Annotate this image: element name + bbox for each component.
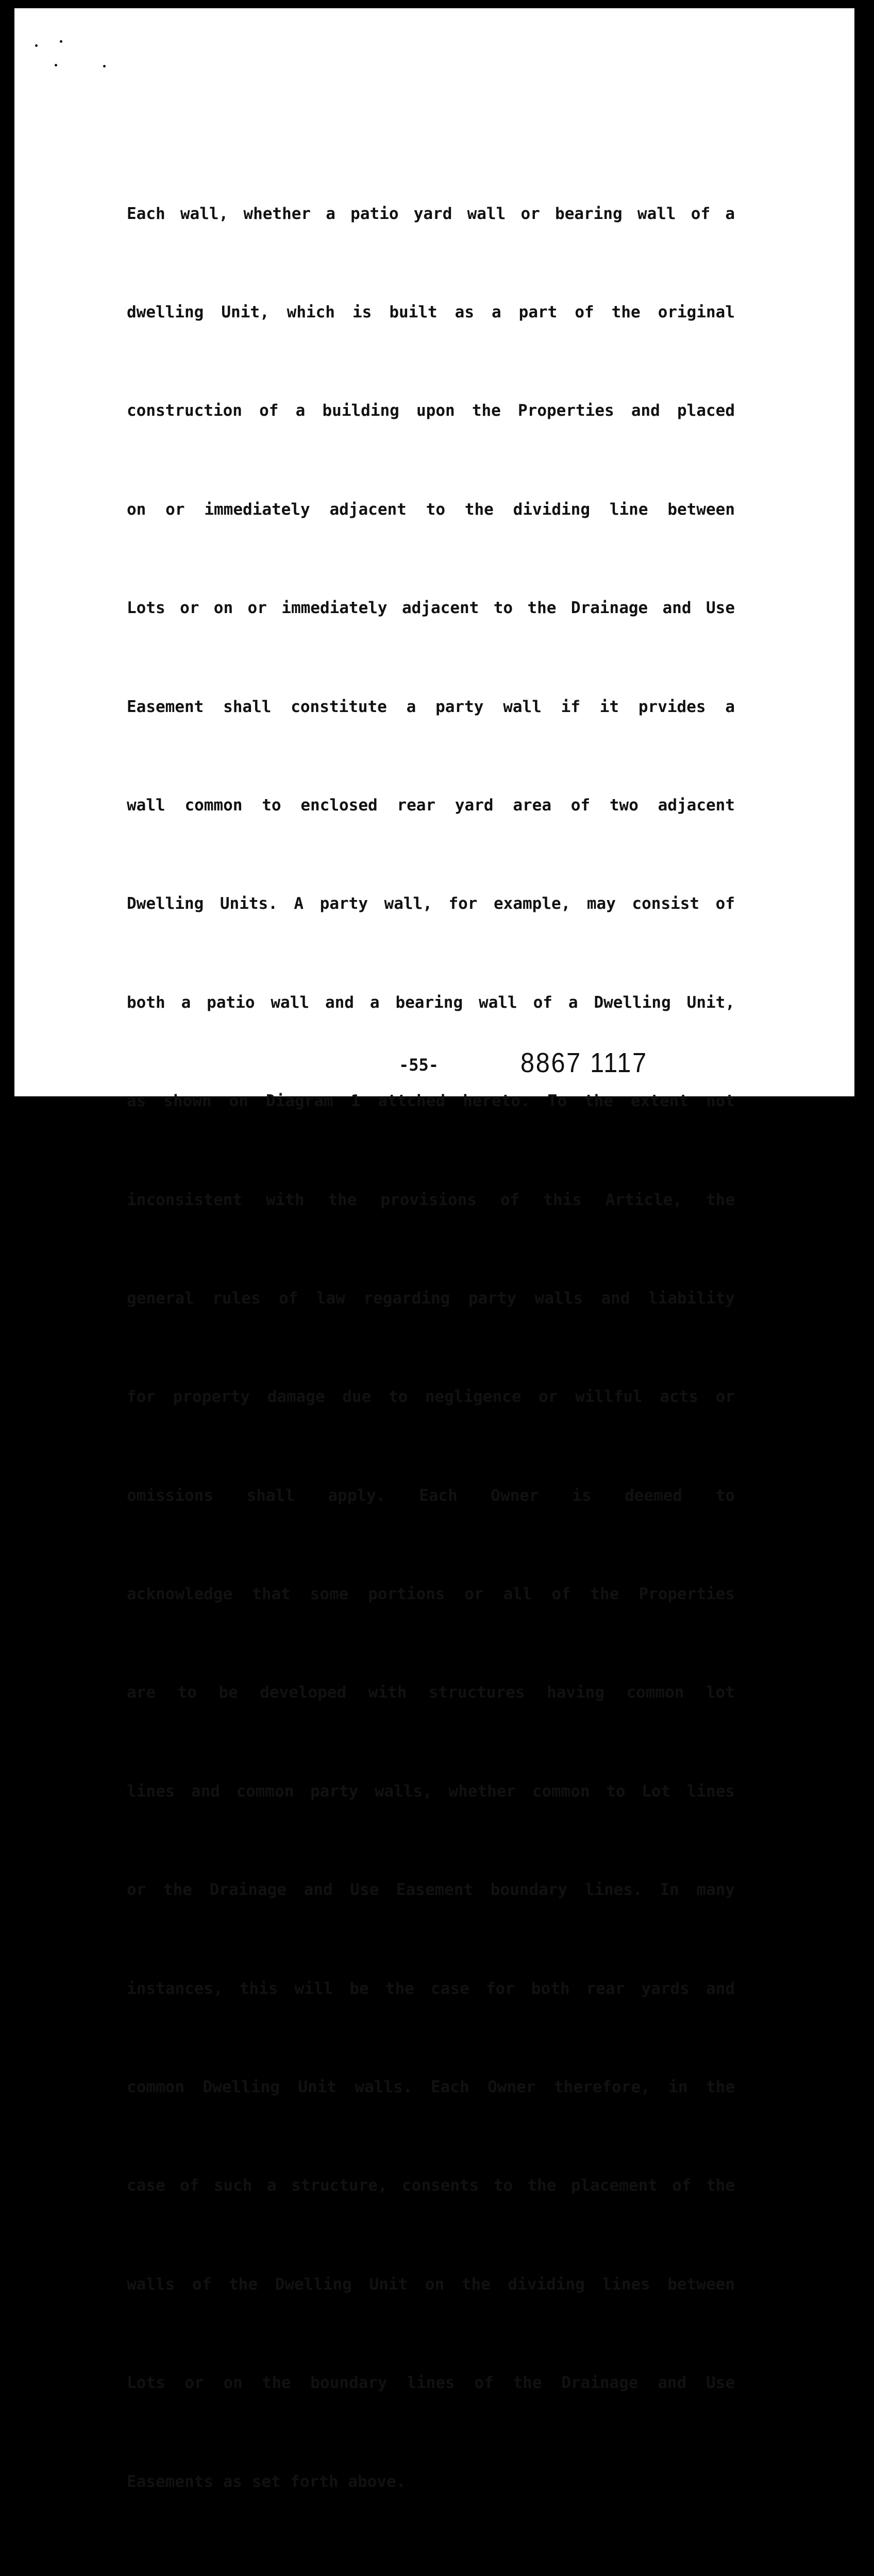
text-line: omissions shall apply. Each Owner is deemed to: [127, 1486, 735, 1505]
scan-speck: [60, 40, 62, 43]
text-line: Easements as set forth above.: [127, 2472, 406, 2491]
scan-speck: [55, 64, 57, 66]
text-line: Lots or on or immediately adjacent to the Drainage and Use: [127, 599, 735, 618]
text-line: Each wall, whether a patio yard wall or bearing wall of a: [127, 204, 735, 223]
document-number: 8867 1117: [520, 1047, 648, 1078]
text-line: common Dwelling Unit walls. Each Owner therefore, in the: [127, 2078, 735, 2097]
text-line: construction of a building upon the Properties and placed: [127, 401, 735, 420]
body-text: [127, 132, 735, 2576]
text-line: as shown on Diagram 1 attched hereto. To the extent not: [127, 1092, 735, 1111]
text-line: or the Drainage and Use Easement boundary lines. In many: [127, 1880, 735, 1900]
page-number: -55-: [399, 1055, 439, 1075]
text-line: instances, this will be the case for both rear yards and: [127, 1979, 735, 1998]
text-line: wall common to enclosed rear yard area of two adjacent: [127, 795, 735, 815]
text-line: are to be developed with structures having common lot: [127, 1683, 735, 1702]
text-line: lines and common party walls, whether common to Lot lines: [127, 1782, 735, 1801]
text-line: acknowledge that some portions or all of the Properties: [127, 1585, 735, 1604]
text-line: inconsistent with the provisions of this Article, the: [127, 1190, 735, 1209]
text-line: dwelling Unit, which is built as a part of the original: [127, 302, 735, 321]
text-line: Dwelling Units. A party wall, for example, may consist of: [127, 894, 735, 913]
text-line: both a patio wall and a bearing wall of a Dwelling Unit,: [127, 993, 735, 1012]
text-line: Easement shall constitute a party wall if it prvides a: [127, 697, 735, 716]
text-line: general rules of law regarding party walls and liability: [127, 1289, 735, 1308]
text-line: Lots or on the boundary lines of the Drainage and Use: [127, 2374, 735, 2393]
scan-speck: [35, 44, 38, 47]
text-line: on or immediately adjacent to the dividing line between: [127, 500, 735, 519]
text-line: case of such a structure, consents to the placement of the: [127, 2176, 735, 2195]
document-page: [14, 8, 854, 2491]
text-line: walls of the Dwelling Unit on the dividing lines between: [127, 2275, 735, 2294]
scan-speck: [103, 65, 106, 67]
text-line: for property damage due to negligence or willful acts or: [127, 1387, 735, 1406]
